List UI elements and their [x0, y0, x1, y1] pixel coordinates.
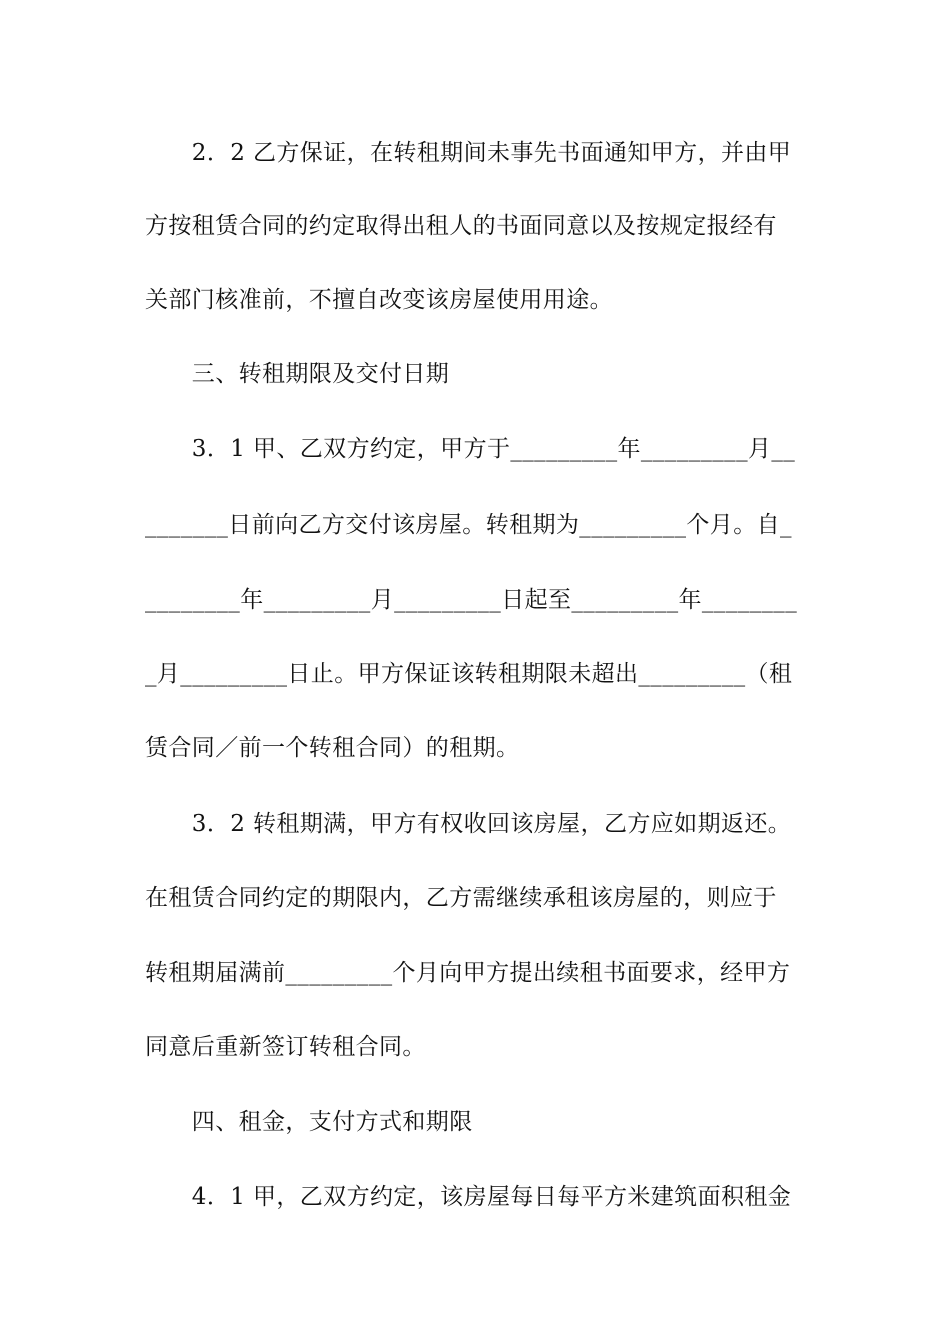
paragraph-3-2-line-4: 同意后重新签订转租合同。 [145, 1034, 426, 1060]
paragraph-3-1-line-1: 3．1 甲、乙双方约定，甲方于_________年_________月__ [145, 436, 796, 462]
paragraph-3-2-line-1: 3．2 转租期满，甲方有权收回该房屋，乙方应如期返还。 [145, 811, 792, 837]
paragraph-3-1-line-3: ________年_________月_________日起至_________年________ [145, 587, 798, 613]
paragraph-4-1-line-1: 4．1 甲，乙双方约定，该房屋每日每平方米建筑面积租金 [145, 1184, 792, 1210]
paragraph-3-2-line-2: 在租赁合同约定的期限内，乙方需继续承租该房屋的，则应于 [145, 885, 777, 911]
paragraph-3-1-line-5: 赁合同／前一个转租合同）的租期。 [145, 735, 520, 761]
paragraph-3-2-line-3: 转租期届满前_________个月向甲方提出续租书面要求，经甲方 [145, 960, 791, 986]
paragraph-3-1-line-4: _月_________日止。甲方保证该转租期限未超出_________（租 [145, 661, 793, 687]
section-3-heading: 三、转租期限及交付日期 [145, 361, 450, 387]
paragraph-3-1-line-2: _______日前向乙方交付该房屋。转租期为_________个月。自_ [145, 512, 792, 538]
section-4-heading: 四、租金，支付方式和期限 [145, 1109, 473, 1135]
paragraph-2-2-line-3: 关部门核准前，不擅自改变该房屋使用用途。 [145, 287, 613, 313]
paragraph-2-2-line-2: 方按租赁合同的约定取得出租人的书面同意以及按规定报经有 [145, 213, 777, 239]
paragraph-2-2-line-1: 2．2 乙方保证，在转租期间未事先书面通知甲方，并由甲 [145, 140, 792, 166]
